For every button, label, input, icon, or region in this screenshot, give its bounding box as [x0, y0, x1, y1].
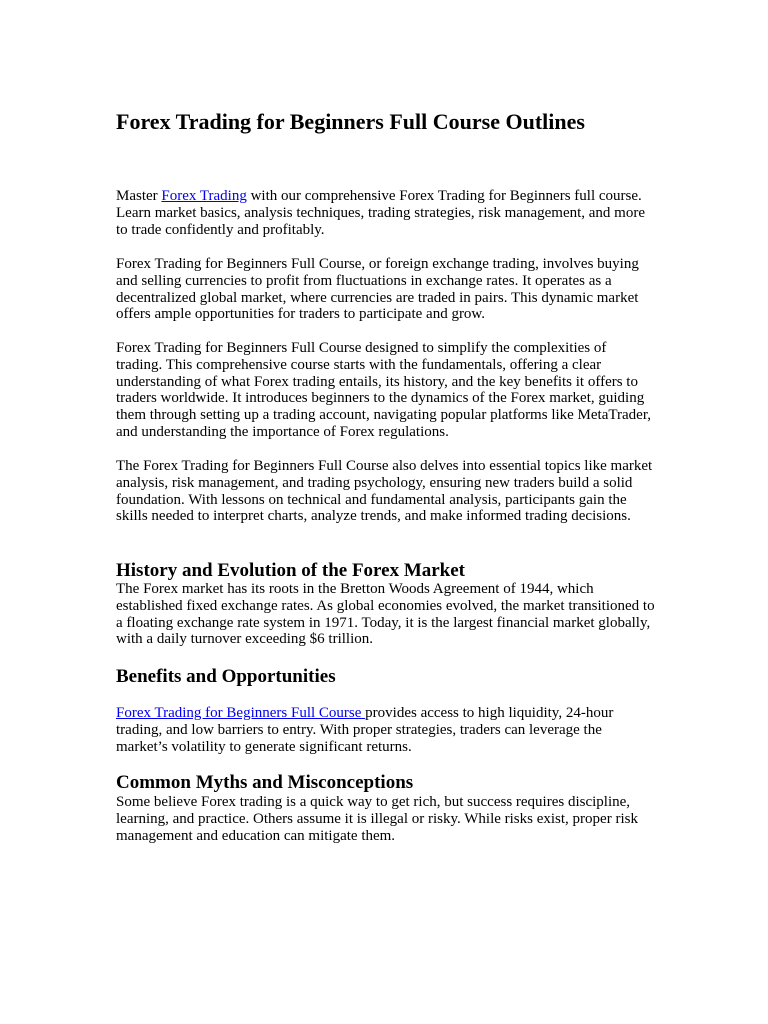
- course-description-paragraph: Forex Trading for Beginners Full Course designed to simplify the complexities of trading. This comprehensive course starts with the fundamentals, offering a clear understanding of what Forex trading entails, its history, and the key benefits it offers to traders worldwide. It introduces beginners to the dynamics of the Forex market, guiding them through setting up a trading account, navigating popular platforms like MetaTrader, and understanding the importance of Forex regulations.: [116, 340, 651, 440]
- benefits-paragraph: [116, 705, 656, 755]
- forex-trading-link[interactable]: Forex Trading: [161, 188, 247, 204]
- history-paragraph: The Forex market has its roots in the Bretton Woods Agreement of 1944, which established fixed exchange rates. As global economies evolved, the market transitioned to a floating exchange rate system in 1971. Today, it is the largest financial market globally, with a daily turnover exceeding $6 trillion.: [116, 581, 655, 648]
- intro-paragraph: [116, 188, 656, 238]
- myths-paragraph: Some believe Forex trading is a quick way to get rich, but success requires discipline, learning, and practice. Others assume it is illegal or risky. While risks exist, proper risk management and education can mitigate them.: [116, 794, 638, 844]
- page-title: Forex Trading for Beginners Full Course Outlines: [116, 109, 585, 134]
- myths-heading: Common Myths and Misconceptions: [116, 772, 414, 793]
- intro-text-before: Master: [116, 188, 162, 204]
- intro-text-after: with our comprehensive Forex Trading for Beginners full course. Learn market basics, analysis techniques, trading strategies, risk management, and more to trade confidently and profitably.: [116, 188, 645, 238]
- course-link[interactable]: Forex Trading for Beginners Full Course: [116, 705, 366, 721]
- history-heading: History and Evolution of the Forex Market: [116, 560, 466, 581]
- benefits-text: provides access to high liquidity, 24-hour trading, and low barriers to entry. With proper strategies, traders can leverage the market’s volatility to generate significant returns.: [116, 705, 614, 755]
- overview-paragraph: Forex Trading for Beginners Full Course, or foreign exchange trading, involves buying and selling currencies to profit from fluctuations in exchange rates. It operates as a decentralized global market, where currencies are traded in pairs. This dynamic market offers ample opportunities for traders to participate and grow.: [116, 256, 639, 323]
- benefits-heading: Benefits and Opportunities: [116, 666, 336, 687]
- course-topics-paragraph: The Forex Trading for Beginners Full Course also delves into essential topics like market analysis, risk management, and trading psychology, ensuring new traders build a solid foundation. With lessons on technical and fundamental analysis, participants gain the skills needed to interpret charts, analyze trends, and make informed trading decisions.: [116, 458, 653, 525]
